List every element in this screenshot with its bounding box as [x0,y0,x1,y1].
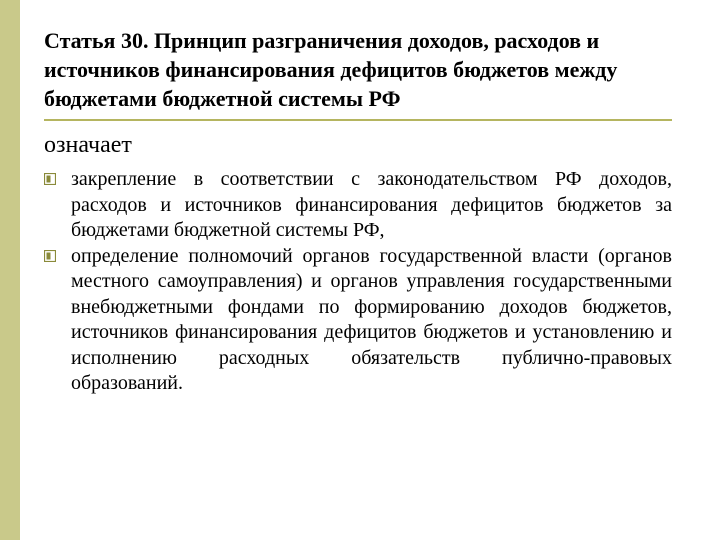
bullet-text: определение полномочий органов государственной власти (органов местного самоуправления) и органов управления государственными внебюджетными фондами по формированию доходов бюджетов, источников финансирования дефицитов бюджетов и установлению и исполнению расходных обязательств публично-правовых образований. [71,244,672,394]
list-item [44,167,672,244]
slide-title: Статья 30. Принцип разграничения доходов, расходов и источников финансирования дефицитов бюджетов между бюджетами бюджетной системы РФ [44,28,618,111]
left-accent-bar [0,0,20,540]
square-bullet-icon [44,173,56,185]
list-item [44,244,672,397]
title-divider [44,119,672,121]
bullet-text: закрепление в соответствии с законодательством РФ доходов, расходов и источников финансирования дефицитов бюджетов за бюджетами бюджетной системы РФ, [71,168,672,241]
intro-text: означает [44,132,132,158]
square-bullet-icon [44,250,56,262]
bullet-list [44,167,672,397]
